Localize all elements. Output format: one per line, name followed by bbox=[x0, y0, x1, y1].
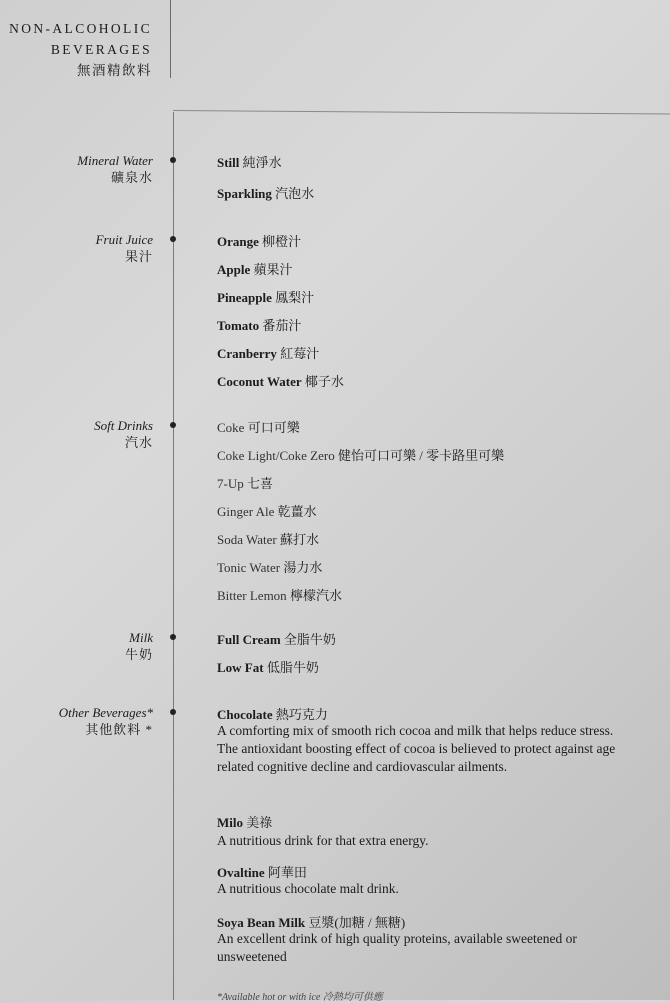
page-left-rule bbox=[173, 112, 174, 1000]
item-name-en: Apple bbox=[217, 262, 251, 277]
item-name-en: Coconut Water bbox=[217, 374, 302, 389]
item-name-en: Still bbox=[217, 155, 240, 170]
item-name-zh: 蘋果汁 bbox=[253, 262, 293, 277]
menu-item bbox=[217, 529, 319, 548]
item-name-en: Bitter Lemon bbox=[217, 588, 287, 603]
item-name-en: Soda Water bbox=[217, 532, 277, 547]
item-name-en: Sparkling bbox=[217, 186, 272, 201]
menu-item bbox=[217, 629, 336, 648]
menu-item bbox=[217, 259, 293, 278]
menu-item bbox=[217, 343, 319, 362]
item-name-en: Ginger Ale bbox=[217, 504, 275, 519]
item-name-en: Full Cream bbox=[217, 632, 281, 647]
item-name-zh: 紅莓汁 bbox=[280, 346, 320, 361]
item-name-zh: 椰子水 bbox=[304, 374, 344, 389]
menu-item bbox=[217, 557, 322, 576]
category-label-en: Mineral Water bbox=[77, 153, 153, 168]
category-mineral-water bbox=[0, 152, 153, 186]
item-name-en: Cranberry bbox=[217, 346, 277, 361]
item-name-zh: 番茄汁 bbox=[262, 318, 302, 333]
item-name-zh: 低脂牛奶 bbox=[266, 660, 319, 675]
item-name-en: Tomato bbox=[217, 318, 260, 333]
category-label-zh: 牛奶 bbox=[124, 647, 153, 662]
category-fruit-juice bbox=[0, 231, 153, 265]
item-name-zh: 鳳梨汁 bbox=[275, 290, 315, 305]
menu-item bbox=[217, 473, 273, 492]
menu-item bbox=[217, 371, 344, 390]
item-name-zh: 可口可樂 bbox=[247, 420, 300, 435]
page-top-edge bbox=[173, 110, 670, 115]
item-description: A comforting mix of smooth rich cocoa and milk that helps reduce stress. The antioxidant boosting effect of cocoa is believed to protect against age related cognitive decline and cardiovascular ailments. bbox=[217, 723, 616, 774]
menu-item bbox=[217, 704, 328, 723]
category-label-zh: 果汁 bbox=[124, 249, 153, 264]
menu-item bbox=[217, 657, 319, 676]
category-label-en: Other Beverages* bbox=[58, 705, 153, 720]
header-line-2: BEVERAGES bbox=[50, 42, 152, 57]
menu-item bbox=[217, 231, 301, 250]
category-other-beverages bbox=[0, 704, 153, 738]
item-name-en: Orange bbox=[217, 234, 259, 249]
item-name-en: Chocolate bbox=[217, 707, 273, 722]
footnote: *Available hot or with ice 冷熱均可供應 bbox=[217, 992, 383, 1003]
item-name-zh: 七喜 bbox=[246, 476, 273, 491]
item-name-zh: 湯力水 bbox=[283, 560, 323, 575]
category-milk bbox=[0, 629, 153, 663]
category-label-zh: 汽水 bbox=[124, 435, 153, 450]
category-label-en: Fruit Juice bbox=[95, 232, 153, 247]
item-description: An excellent drink of high quality proteins, available sweetened or unsweetened bbox=[217, 931, 577, 964]
item-name-en: 7-Up bbox=[217, 476, 244, 491]
item-name-en: Milo bbox=[217, 815, 243, 830]
section-header bbox=[0, 18, 152, 81]
menu-item bbox=[217, 585, 342, 604]
menu-item bbox=[217, 287, 314, 306]
menu-item bbox=[217, 152, 282, 171]
header-divider bbox=[170, 0, 171, 78]
menu-item bbox=[217, 812, 272, 831]
bullet-dot bbox=[170, 236, 176, 242]
item-name-zh: 汽泡水 bbox=[275, 186, 315, 201]
menu-item bbox=[217, 862, 307, 881]
header-line-3: 無酒精飲料 bbox=[77, 63, 152, 78]
item-name-zh: 蘇打水 bbox=[279, 532, 319, 547]
item-name-zh: 檸檬汽水 bbox=[289, 588, 342, 603]
category-label-en: Milk bbox=[129, 630, 153, 645]
item-name-en: Coke Light/Coke Zero bbox=[217, 448, 335, 463]
item-name-zh: 熱巧克力 bbox=[275, 707, 328, 722]
item-name-en: Soya Bean Milk bbox=[217, 915, 306, 930]
item-name-zh: 純淨水 bbox=[242, 155, 282, 170]
bullet-dot bbox=[170, 709, 176, 715]
category-label-zh: 其他飲料 * bbox=[85, 722, 153, 737]
menu-item bbox=[217, 417, 300, 436]
menu-item bbox=[217, 183, 314, 202]
category-soft-drinks bbox=[0, 417, 153, 451]
menu-item bbox=[217, 912, 405, 931]
menu-item bbox=[217, 315, 301, 334]
category-label-en: Soft Drinks bbox=[94, 418, 153, 433]
category-label-zh: 礦泉水 bbox=[110, 170, 153, 185]
bullet-dot bbox=[170, 634, 176, 640]
menu-item bbox=[217, 501, 317, 520]
item-name-zh: 阿華田 bbox=[267, 865, 307, 880]
item-name-en: Coke bbox=[217, 420, 245, 435]
item-description: A nutritious drink for that extra energy. bbox=[217, 833, 429, 848]
item-name-en: Ovaltine bbox=[217, 865, 265, 880]
item-name-zh: 全脂牛奶 bbox=[283, 632, 336, 647]
item-name-en: Pineapple bbox=[217, 290, 272, 305]
item-name-en: Low Fat bbox=[217, 660, 264, 675]
bullet-dot bbox=[170, 157, 176, 163]
bullet-dot bbox=[170, 422, 176, 428]
item-description: A nutritious chocolate malt drink. bbox=[217, 881, 399, 896]
item-name-zh: 柳橙汁 bbox=[262, 234, 302, 249]
header-line-1: NON-ALCOHOLIC bbox=[9, 21, 152, 36]
item-name-en: Tonic Water bbox=[217, 560, 281, 575]
item-name-zh: 美祿 bbox=[246, 815, 273, 830]
item-name-zh: 豆漿(加糖 / 無糖) bbox=[308, 915, 406, 930]
item-name-zh: 乾薑水 bbox=[277, 504, 317, 519]
item-name-zh: 健怡可口可樂 / 零卡路里可樂 bbox=[337, 448, 505, 463]
menu-item bbox=[217, 445, 504, 464]
